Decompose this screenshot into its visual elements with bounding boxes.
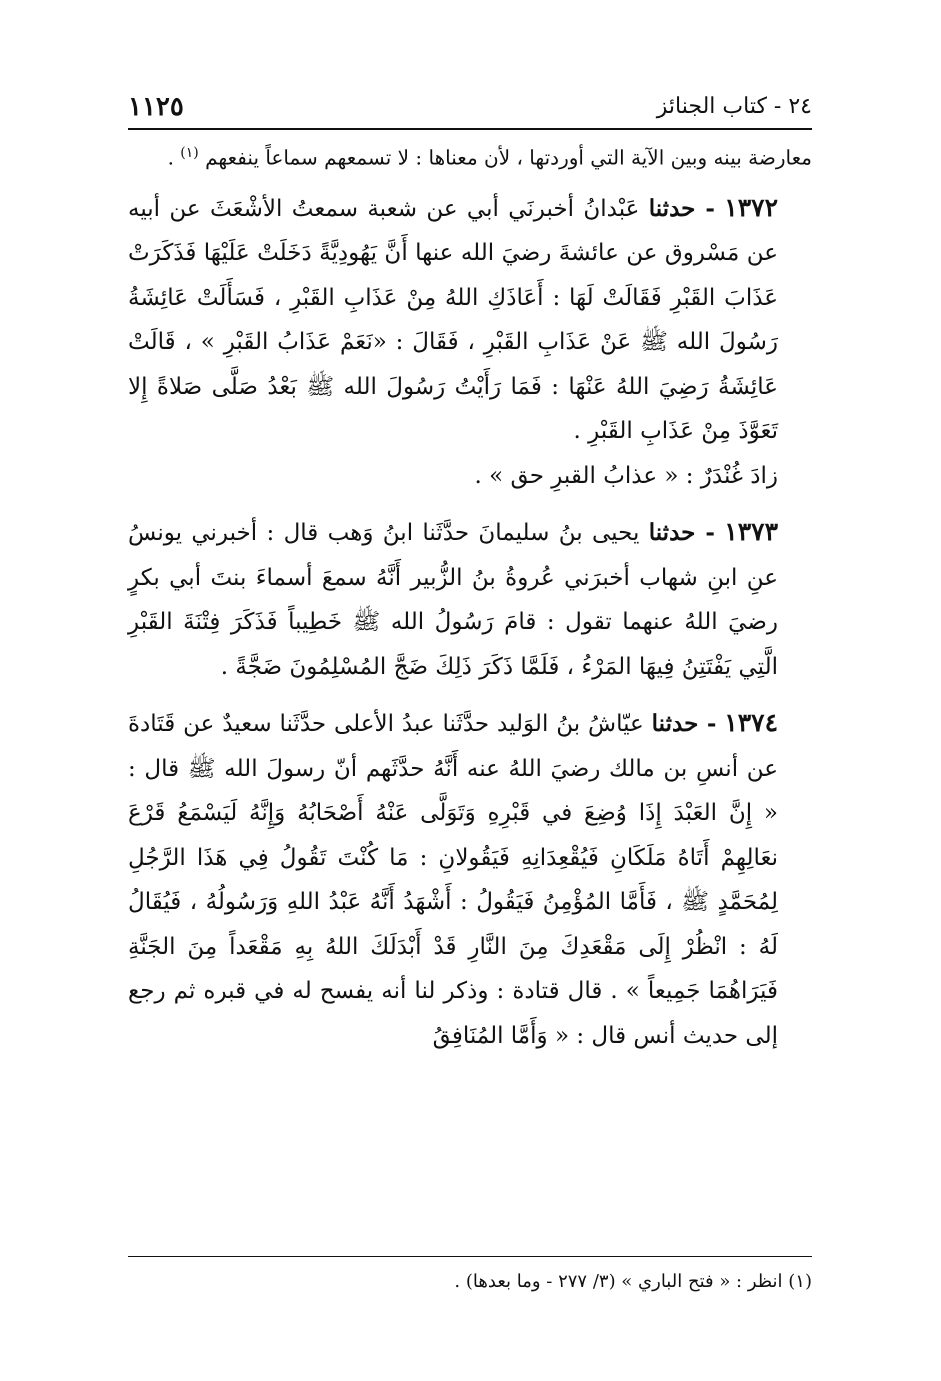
hadith-number: ١٣٧٤ <box>724 708 779 738</box>
running-title: ٢٤ - كتاب الجنائز <box>656 94 812 119</box>
footnote: (١) انظر : « فتح الباري » (٣/ ٢٧٧ - وما بعدها) . <box>454 1271 812 1292</box>
continuation-text <box>128 138 812 174</box>
book-page <box>128 84 812 1324</box>
hadith-paragraph <box>128 510 812 689</box>
page-header <box>128 84 812 122</box>
hadith-1373 <box>128 510 812 689</box>
continuation-body: معارضة بينه وبين الآية التي أوردتها ، لأن معناها : لا تسمعهم سماعاً ينفعهم <box>205 145 812 170</box>
footnote-area <box>128 1256 812 1295</box>
page-number: ١١٢٥ <box>128 92 184 122</box>
hadith-paragraph <box>128 186 812 454</box>
hadith-dash: - <box>698 710 717 738</box>
hadith-text: يحيى بنُ سليمانَ حدَّثَنا ابنُ وَهب قال : أخبرني يونسُ عنِ ابنِ شهاب أخبرَني عُروةُ بنُ الزُّبير أَنَّهُ سمعَ أسماءَ بنتَ أبي بكرٍ رضيَ اللهُ عنهما تقول : قامَ رَسُولُ الله ﷺ خَطِيباً فَذَكَرَ فِتْنَةَ القَبْرِ الَّتِي يَفْتَتِنُ فِيهَا المَرْءُ ، فَلَمَّا ذَكَرَ ذَلِكَ ضَجَّ المُسْلِمُونَ ضَجَّةً . <box>128 520 778 680</box>
hadith-1374 <box>128 701 812 1058</box>
footnote-rule <box>128 1256 812 1257</box>
hadith-text: عيّاشُ بنُ الوَليد حدَّثَنا عبدُ الأعلى حدَّثَنا سعيدٌ عن قَتَادةَ عن أنسِ بن مالك رضيَ اللهُ عنه أَنَّهُ حدَّثَهم أنّ رسولَ الله ﷺ قال : « إِنَّ العَبْدَ إِذَا وُضِعَ في قَبْرِهِ وَتَوَلَّى عَنْهُ أَصْحَابُهُ وَإِنَّهُ لَيَسْمَعُ قَرْعَ نعَالِهِمْ أَتَاهُ مَلَكَانِ فَيُقْعِدَانِهِ فَيَقُولانِ : مَا كُنْتَ تَقُولُ فِي هَذَا الرَّجُلِ لِمُحَمَّدٍ ﷺ ، فَأَمَّا المُؤْمِنُ فَيَقُولُ : أَشْهَدُ أَنَّهُ عَبْدُ اللهِ وَرَسُولُهُ ، فَيُقَالُ لَهُ : انْظُرْ إِلَى مَقْعَدِكَ مِنَ النَّارِ قَدْ أَبْدَلَكَ اللهُ بِهِ مَقْعَداً مِنَ الجَنَّةِ فَيَرَاهُمَا جَمِيعاً » . قال قتادة : وذكر لنا أنه يفسح له في قبره ثم رجع إلى حديث أنس قال : « وَأَمَّا المُنَافِقُ <box>128 711 778 1049</box>
hadith-number: ١٣٧٢ <box>724 192 779 222</box>
hadith-dash: - <box>695 519 715 547</box>
hadith-lead-word: حدثنا <box>651 710 699 738</box>
continuation-end: . <box>167 145 174 170</box>
hadith-dash: - <box>695 194 715 222</box>
header-rule <box>128 128 812 130</box>
hadith-lead-word: حدثنا <box>648 519 696 547</box>
hadith-lead-word: حدثنا <box>648 194 696 222</box>
footnote-reference: (١) <box>180 145 199 161</box>
hadith-addendum: زادَ غُنْدَرٌ : « عذابُ القبرِ حق » . <box>474 462 778 489</box>
hadith-text: عَبْدانُ أخبرنَي أبي عن شعبة سمعتُ الأشْعَثَ عن أبيه عن مَسْروق عن عائشةَ رضيَ الله عنها أَنَّ يَهُودِيَّةً دَخَلَتْ عَلَيْهَا فَذَكَرَتْ عَذَابَ القَبْرِ فَقَالَتْ لَهَا : أَعَاذَكِ اللهُ مِنْ عَذَابِ القَبْرِ ، فَسَأَلَتْ عَائِشَةُ رَسُولَ الله ﷺ عَنْ عَذَابِ القَبْرِ ، فَقَالَ : «نَعَمْ عَذَابُ القَبْرِ » ، قَالَتْ عَائِشَةُ رَضِيَ اللهُ عَنْهَا : فَمَا رَأَيْتُ رَسُولَ الله ﷺ بَعْدُ صَلَّى صَلاةً إِلا تَعَوَّذَ مِنْ عَذَابِ القَبْرِ . <box>128 195 778 445</box>
hadith-number: ١٣٧٣ <box>724 517 779 547</box>
hadith-paragraph <box>128 701 812 1058</box>
hadith-1372 <box>128 186 812 499</box>
